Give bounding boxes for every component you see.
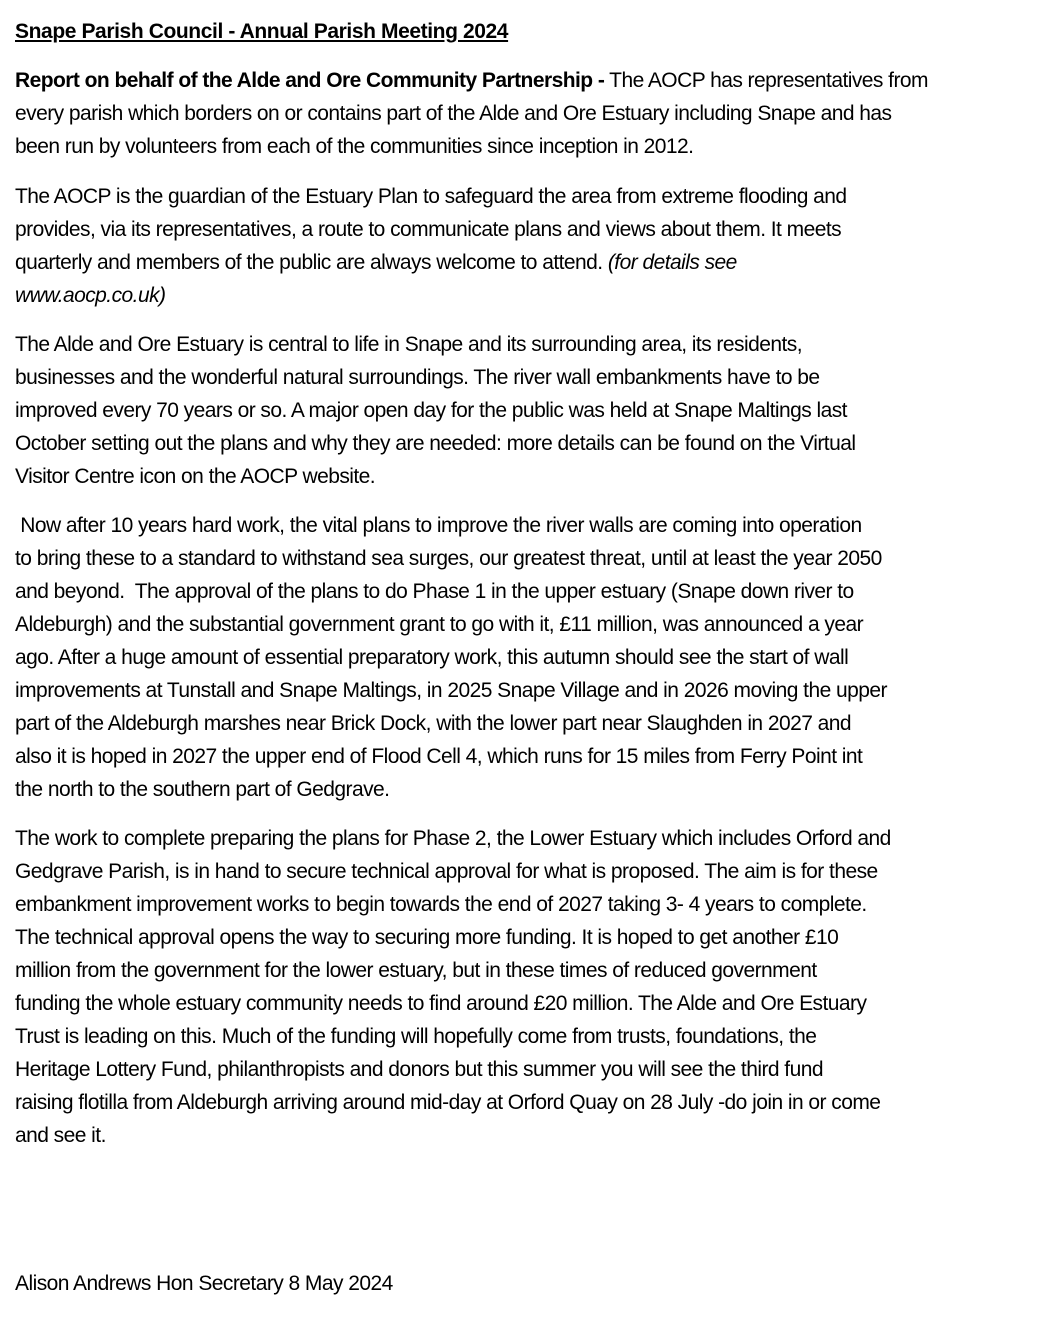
paragraph-4-line-8: also it is hoped in 2027 the upper end of Flood Cell 4, which runs for 15 miles from Ferry Point int — [15, 745, 863, 768]
paragraph-text: The AOCP has representatives from — [604, 69, 928, 92]
paragraph-2-line-2: provides, via its representatives, a route to communicate plans and views about them. It meets — [15, 218, 842, 241]
paragraph-2-line-1: The AOCP is the guardian of the Estuary Plan to safeguard the area from extreme flooding and — [15, 185, 847, 208]
paragraph-2-line-3 — [15, 246, 737, 279]
paragraph-1-line-2: every parish which borders on or contains part of the Alde and Ore Estuary including Snape and has — [15, 102, 892, 125]
paragraph-5-line-9: raising flotilla from Aldeburgh arriving around mid-day at Orford Quay on 28 July -do join in or come — [15, 1091, 881, 1114]
paragraph-3-line-2: businesses and the wonderful natural surroundings. The river wall embankments have to be — [15, 366, 820, 389]
paragraph-4-line-5: ago. After a huge amount of essential preparatory work, this autumn should see the start of wall — [15, 646, 849, 669]
paragraph-3-line-4: October setting out the plans and why they are needed: more details can be found on the Virtual — [15, 432, 856, 455]
paragraph-5-line-6: funding the whole estuary community needs to find around £20 million. The Alde and Ore Estuary — [15, 992, 867, 1015]
paragraph-4-line-6: improvements at Tunstall and Snape Maltings, in 2025 Snape Village and in 2026 moving the upper — [15, 679, 887, 702]
paragraph-4-line-3: and beyond. The approval of the plans to do Phase 1 in the upper estuary (Snape down river to — [15, 580, 854, 603]
paragraph-5-line-10: and see it. — [15, 1124, 106, 1147]
paragraph-text: quarterly and members of the public are always welcome to attend. — [15, 251, 608, 274]
signature: Alison Andrews Hon Secretary 8 May 2024 — [15, 1272, 393, 1295]
paragraph-3-line-5: Visitor Centre icon on the AOCP website. — [15, 465, 376, 488]
section-heading: Report on behalf of the Alde and Ore Community Partnership - — [15, 69, 605, 92]
document-title: Snape Parish Council - Annual Parish Meeting 2024 — [15, 20, 509, 43]
paragraph-5-line-3: embankment improvement works to begin towards the end of 2027 taking 3- 4 years to complete. — [15, 893, 867, 916]
paragraph-5-line-5: million from the government for the lower estuary, but in these times of reduced government — [15, 959, 817, 982]
paragraph-5-line-2: Gedgrave Parish, is in hand to secure technical approval for what is proposed. The aim is for these — [15, 860, 878, 883]
paragraph-1-line-3: been run by volunteers from each of the communities since inception in 2012. — [15, 135, 694, 158]
paragraph-5-line-4: The technical approval opens the way to securing more funding. It is hoped to get another £10 — [15, 926, 839, 949]
paragraph-4-line-2: to bring these to a standard to withstand sea surges, our greatest threat, until at least the year 2050 — [15, 547, 882, 570]
paragraph-4-line-1: Now after 10 years hard work, the vital plans to improve the river walls are coming into operation — [15, 514, 862, 537]
paragraph-1-line-1 — [15, 64, 928, 97]
details-note: (for details see — [607, 251, 737, 274]
paragraph-3-line-1: The Alde and Ore Estuary is central to life in Snape and its surrounding area, its residents, — [15, 333, 802, 356]
paragraph-4-line-9: the north to the southern part of Gedgrave. — [15, 778, 390, 801]
paragraph-4-line-7: part of the Aldeburgh marshes near Brick Dock, with the lower part near Slaughden in 2027 and — [15, 712, 852, 735]
paragraph-3-line-3: improved every 70 years or so. A major open day for the public was held at Snape Maltings last — [15, 399, 847, 422]
paragraph-5-line-1: The work to complete preparing the plans for Phase 2, the Lower Estuary which includes Orford and — [15, 827, 891, 850]
website-link[interactable]: www.aocp.co.uk) — [15, 284, 166, 307]
paragraph-5-line-7: Trust is leading on this. Much of the funding will hopefully come from trusts, foundations, the — [15, 1025, 817, 1048]
paragraph-4-line-4: Aldeburgh) and the substantial government grant to go with it, £11 million, was announced a year — [15, 613, 864, 636]
paragraph-5-line-8: Heritage Lottery Fund, philanthropists and donors but this summer you will see the third fund — [15, 1058, 823, 1081]
